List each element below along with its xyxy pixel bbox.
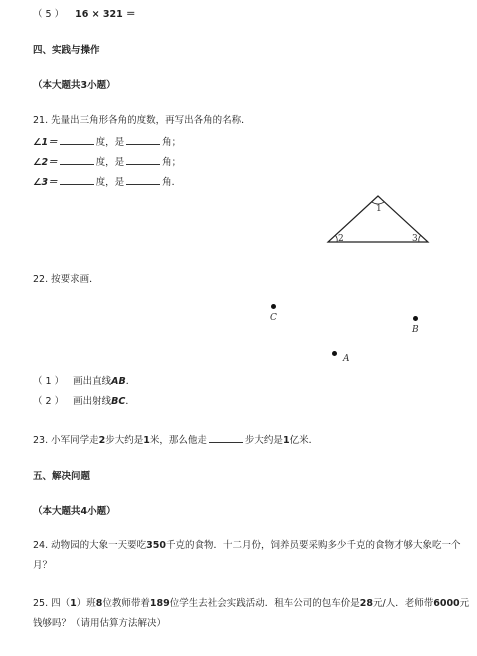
q23-text: 步大约是 bbox=[244, 435, 283, 446]
angle-2-label: ∠2＝ bbox=[33, 157, 58, 168]
q24-text: 千克的食物．十二月份，饲养员要采购多少千克的食物才够大象吃一个 bbox=[165, 540, 461, 551]
q25-line-1 bbox=[33, 598, 469, 610]
q24-text: 24. 动物园的大象一天要吃 bbox=[33, 540, 147, 551]
q22-sub-1 bbox=[33, 376, 135, 388]
q22-sub-2-number: （ 2 ） bbox=[33, 396, 65, 407]
q24-line-2: 月？ bbox=[33, 560, 53, 571]
line-ab-label: AB bbox=[111, 376, 126, 387]
q25-number: 6000 bbox=[433, 598, 460, 609]
q23-number: 1 bbox=[282, 435, 290, 446]
section-5-note: （本大题共4小题） bbox=[33, 506, 116, 517]
q22-sub-2-text: 画出射线 bbox=[73, 396, 112, 407]
q25-text: 位教师带着 bbox=[102, 598, 150, 609]
q21-row-2 bbox=[33, 155, 181, 169]
answer-blank[interactable] bbox=[126, 175, 160, 185]
q25-line-2: 钱够吗？（请用估算方法解决） bbox=[33, 618, 167, 629]
q23-text: 米，那么他走 bbox=[149, 435, 207, 446]
q23-text: 步大约是 bbox=[105, 435, 144, 446]
q23-number: 2 bbox=[98, 435, 106, 446]
q24-number: 350 bbox=[146, 540, 166, 551]
section-4-note: （本大题共3小题） bbox=[33, 80, 116, 91]
q21-row-1 bbox=[33, 135, 181, 149]
q5-number: （ 5 ） bbox=[33, 9, 65, 20]
answer-blank[interactable] bbox=[126, 135, 160, 145]
triangle-label-3: 3 bbox=[412, 234, 418, 244]
q23 bbox=[33, 433, 318, 447]
triangle-figure bbox=[320, 190, 440, 250]
q21-row-end: 角； bbox=[162, 157, 182, 168]
ray-bc-label: BC bbox=[111, 396, 126, 407]
q25-text: 元/人．老师带 bbox=[373, 598, 434, 609]
triangle-label-2: 2 bbox=[338, 234, 344, 244]
point-c-label: C bbox=[270, 313, 277, 323]
point-b-label: B bbox=[412, 325, 419, 335]
q22-sub-2-end: ． bbox=[125, 396, 135, 407]
q22-sub-1-number: （ 1 ） bbox=[33, 376, 65, 387]
q21-row-text: 度，是 bbox=[95, 137, 125, 148]
angle-3-label: ∠3＝ bbox=[33, 177, 58, 188]
q24-line-1 bbox=[33, 540, 461, 552]
answer-blank[interactable] bbox=[60, 135, 94, 145]
q21-stem: 21. 先量出三角形各角的度数，再写出各角的名称． bbox=[33, 115, 251, 126]
q21-row-end: 角． bbox=[162, 177, 182, 188]
q21-row-text: 度，是 bbox=[95, 157, 125, 168]
point-c-dot bbox=[271, 304, 276, 309]
angle-1-label: ∠1＝ bbox=[33, 137, 58, 148]
q22-sub-2 bbox=[33, 396, 135, 408]
q22-sub-1-text: 画出直线 bbox=[73, 376, 112, 387]
q21-row-end: 角； bbox=[162, 137, 182, 148]
q5-expression: 16 × 321 ＝ bbox=[75, 9, 136, 20]
section-4-title: 四、实践与操作 bbox=[33, 45, 100, 56]
q25-number: 189 bbox=[149, 598, 170, 609]
point-b-dot bbox=[413, 316, 418, 321]
q25-text: 元 bbox=[459, 598, 470, 609]
point-a-dot bbox=[332, 351, 337, 356]
answer-blank[interactable] bbox=[60, 175, 94, 185]
answer-blank[interactable] bbox=[60, 155, 94, 165]
q25-number: 1 bbox=[70, 598, 77, 609]
question-5 bbox=[33, 9, 136, 21]
answer-blank[interactable] bbox=[209, 433, 243, 443]
q21-row-3 bbox=[33, 175, 181, 189]
q25-text: 位学生去社会实践活动．租车公司的包车价是 bbox=[169, 598, 360, 609]
q22-stem: 22. 按要求画． bbox=[33, 274, 99, 285]
q25-number: 8 bbox=[95, 598, 103, 609]
q22-sub-1-end: ． bbox=[125, 376, 136, 387]
section-5-title: 五、解决问题 bbox=[33, 471, 91, 482]
q23-text: 亿米． bbox=[289, 435, 319, 446]
point-a-label: A bbox=[343, 354, 350, 364]
q23-text: 23. 小军同学走 bbox=[33, 435, 99, 446]
q25-number: 28 bbox=[359, 598, 374, 609]
triangle-label-1: 1 bbox=[376, 204, 382, 214]
answer-blank[interactable] bbox=[126, 155, 160, 165]
q21-row-text: 度，是 bbox=[95, 177, 125, 188]
q25-text: ）班 bbox=[76, 598, 96, 609]
q23-number: 1 bbox=[143, 435, 150, 446]
q25-text: 25. 四（ bbox=[33, 598, 71, 609]
